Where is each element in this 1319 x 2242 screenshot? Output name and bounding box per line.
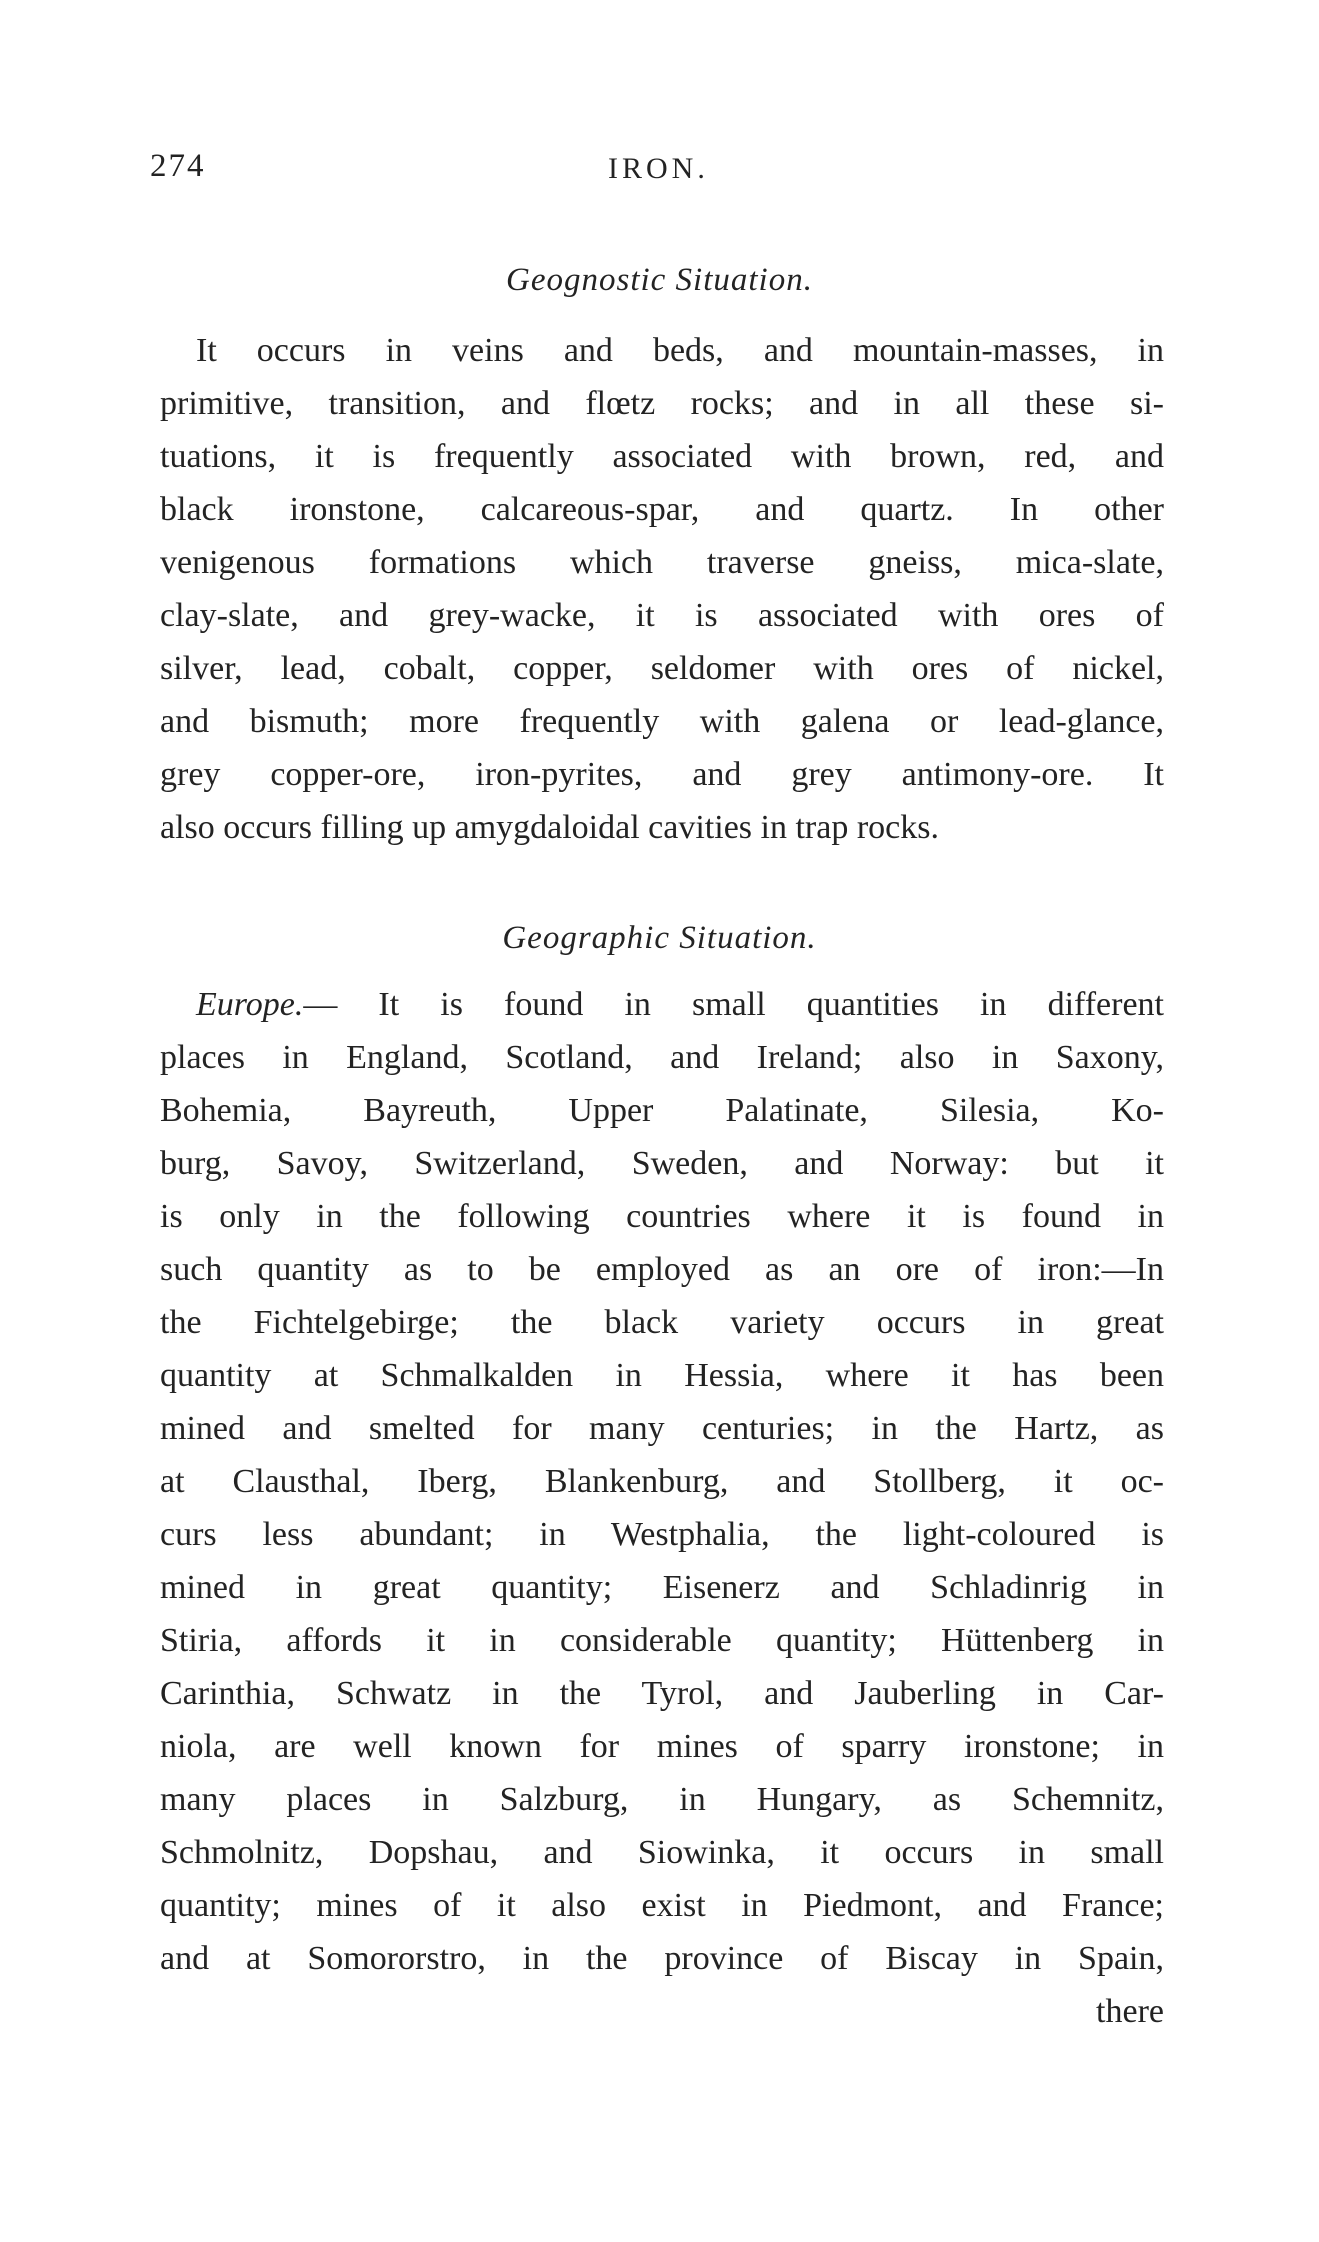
text-line: niola, are well known for mines of sparry ironstone; in	[160, 1728, 1164, 1765]
running-head: IRON.	[608, 152, 709, 185]
paragraph-geognostic	[160, 324, 1164, 854]
text-line: at Clausthal, Iberg, Blankenburg, and Stollberg, it oc-	[160, 1463, 1164, 1500]
text-line: places in England, Scotland, and Ireland; also in Saxony,	[160, 1039, 1164, 1076]
text-line: Schmolnitz, Dopshau, and Siowinka, it occurs in small	[160, 1834, 1164, 1871]
text-line: quantity; mines of it also exist in Piedmont, and France;	[160, 1887, 1164, 1924]
text-line-lead	[160, 978, 1164, 1031]
lead-text: — It is found in small quantities in different	[303, 986, 1164, 1023]
text-line: such quantity as to be employed as an ore of iron:—In	[160, 1251, 1164, 1288]
text-line: It occurs in veins and beds, and mountain-masses, in	[196, 332, 1164, 369]
catchword: there	[1096, 1993, 1164, 2030]
text-line: grey copper-ore, iron-pyrites, and grey antimony-ore. It	[160, 756, 1164, 793]
region-label-europe: Europe.	[196, 986, 304, 1023]
text-line: mined and smelted for many centuries; in the Hartz, as	[160, 1410, 1164, 1447]
text-line: tuations, it is frequently associated with brown, red, and	[160, 438, 1164, 475]
text-line: burg, Savoy, Switzerland, Sweden, and Norway: but it	[160, 1145, 1164, 1182]
text-line: black ironstone, calcareous-spar, and quartz. In other	[160, 491, 1164, 528]
text-line: also occurs filling up amygdaloidal cavities in trap rocks.	[160, 809, 939, 846]
text-line: is only in the following countries where it is found in	[160, 1198, 1164, 1235]
text-line: clay-slate, and grey-wacke, it is associated with ores of	[160, 597, 1164, 634]
text-line: curs less abundant; in Westphalia, the light-coloured is	[160, 1516, 1164, 1553]
text-line: Stiria, affords it in considerable quantity; Hüttenberg in	[160, 1622, 1164, 1659]
text-line: venigenous formations which traverse gneiss, mica-slate,	[160, 544, 1164, 581]
text-line: silver, lead, cobalt, copper, seldomer with ores of nickel,	[160, 650, 1164, 687]
paragraph-geographic	[160, 978, 1164, 2038]
text-line: primitive, transition, and flœtz rocks; and in all these si-	[160, 385, 1164, 422]
section-heading-geognostic: Geognostic Situation.	[506, 262, 813, 298]
page-header	[150, 148, 1160, 198]
page-number: 274	[150, 148, 206, 184]
text-line: many places in Salzburg, in Hungary, as Schemnitz,	[160, 1781, 1164, 1818]
text-line: quantity at Schmalkalden in Hessia, where it has been	[160, 1357, 1164, 1394]
text-line: mined in great quantity; Eisenerz and Schladinrig in	[160, 1569, 1164, 1606]
text-line: and at Somororstro, in the province of Biscay in Spain,	[160, 1940, 1164, 1977]
text-line: Carinthia, Schwatz in the Tyrol, and Jauberling in Car-	[160, 1675, 1164, 1712]
text-line: the Fichtelgebirge; the black variety occurs in great	[160, 1304, 1164, 1341]
section-heading-geographic: Geographic Situation.	[502, 920, 817, 956]
text-line: Bohemia, Bayreuth, Upper Palatinate, Silesia, Ko-	[160, 1092, 1164, 1129]
text-line: and bismuth; more frequently with galena or lead-glance,	[160, 703, 1164, 740]
